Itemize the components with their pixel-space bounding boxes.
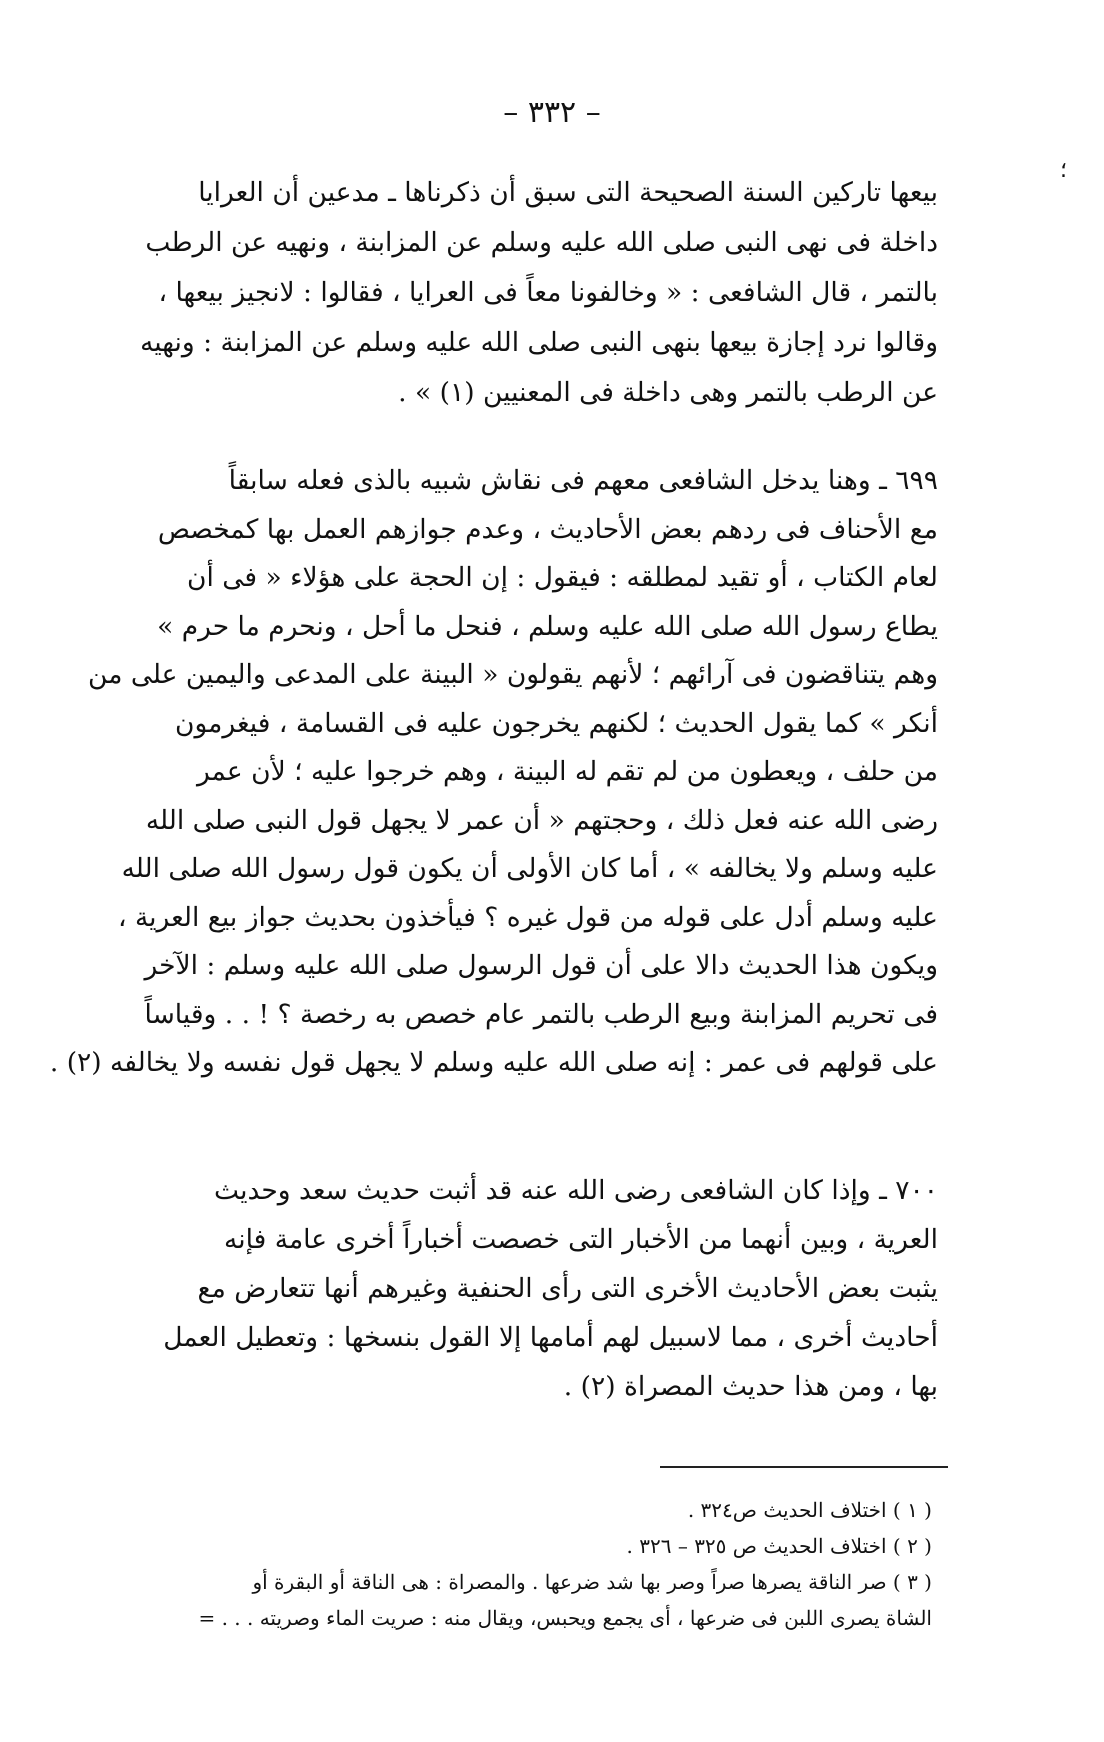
text-line: أنكر » كما يقول الحديث ؛ لكنهم يخرجون عليه فى القسامة ، فيغرمون	[175, 707, 938, 739]
margin-mark: ؛	[1060, 158, 1067, 183]
paragraph-1	[120, 168, 938, 418]
page-number: – ٣٣٢ –	[503, 95, 601, 130]
footnote-2: ( ٢ ) اختلاف الحديث ص ٣٢٥ – ٣٢٦ .	[626, 1534, 932, 1558]
text-line: على قولهم فى عمر : إنه صلى الله عليه وسلم لا يجهل قول نفسه ولا يخالفه (٢) .	[49, 1047, 938, 1078]
paragraph-700	[120, 1166, 938, 1411]
footnote-3: ( ٣ ) صر الناقة يصرها صراً وصر بها شد ضرعها . والمصراة : هى الناقة أو البقرة أو	[252, 1570, 932, 1594]
footnotes	[120, 1492, 932, 1636]
text-line: عليه وسلم ولا يخالفه » ، أما كان الأولى أن يكون قول رسول الله صلى الله	[121, 853, 938, 884]
text-line: بالتمر ، قال الشافعى : « وخالفونا معاً فى العرايا ، فقالوا : لانجيز بيعها ،	[158, 277, 938, 308]
text-line: عليه وسلم أدل على قوله من قول غيره ؟ فيأخذون بحديث جواز بيع العرية ،	[117, 901, 938, 933]
text-line: أحاديث أخرى ، مما لاسبيل لهم أمامها إلا القول بنسخها : وتعطيل العمل	[163, 1322, 938, 1353]
footnote-3-continued: الشاة يصرى اللبن فى ضرعها ، أى يجمع ويحبس، ويقال منه : صريت الماء وصريته . . . =	[198, 1606, 932, 1630]
text-line: داخلة فى نهى النبى صلى الله عليه وسلم عن المزابنة ، ونهيه عن الرطب	[145, 227, 938, 258]
footnote-divider	[660, 1466, 948, 1468]
text-line: من حلف ، ويعطون من لم تقم له البينة ، وهم خرجوا عليه ؛ لأن عمر	[196, 756, 938, 787]
text-line: بها ، ومن هذا حديث المصراة (٢) .	[563, 1371, 938, 1402]
text-line: يثبت بعض الأحاديث الأخرى التى رأى الحنفية وغيرهم أنها تتعارض مع	[197, 1273, 938, 1304]
text-line: العرية ، وبين أنهما من الأخبار التى خصصت أخباراً أخرى عامة فإنه	[224, 1224, 938, 1255]
text-line: وقالوا نرد إجازة بيعها بنهى النبى صلى الله عليه وسلم عن المزابنة : ونهيه	[140, 327, 938, 358]
text-line: ويكون هذا الحديث دالا على أن قول الرسول صلى الله عليه وسلم : الآخر	[144, 950, 938, 981]
text-line: مع الأحناف فى ردهم بعض الأحاديث ، وعدم جوازهم العمل بها كمخصص	[157, 513, 938, 545]
footnote-1: ( ١ ) اختلاف الحديث ص٣٢٤ .	[687, 1498, 932, 1522]
text-line: لعام الكتاب ، أو تقيد لمطلقه : فيقول : إن الحجة على هؤلاء « فى أن	[187, 562, 938, 593]
text-line: فى تحريم المزابنة وبيع الرطب بالتمر عام خصص به رخصة ؟ ! . . وقياساً	[144, 998, 938, 1030]
text-line: رضى الله عنه فعل ذلك ، وحجتهم « أن عمر لا يجهل قول النبى صلى الله	[145, 804, 938, 836]
paragraph-699	[49, 457, 938, 1088]
text-line: عن الرطب بالتمر وهى داخلة فى المعنيين (١) » .	[398, 377, 938, 408]
text-line: ٦٩٩ ـ وهنا يدخل الشافعى معهم فى نقاش شبيه بالذى فعله سابقاً	[228, 465, 938, 496]
text-line: يطاع رسول الله صلى الله عليه وسلم ، فنحل ما أحل ، ونحرم ما حرم »	[157, 610, 938, 642]
text-line: وهم يتناقضون فى آرائهم ؛ لأنهم يقولون « البينة على المدعى واليمين على من	[88, 659, 938, 690]
text-line: بيعها تاركين السنة الصحيحة التى سبق أن ذكرناها ـ مدعين أن العرايا	[198, 177, 938, 208]
text-line: ٧٠٠ ـ وإذا كان الشافعى رضى الله عنه قد أثبت حديث سعد وحديث	[214, 1175, 938, 1206]
